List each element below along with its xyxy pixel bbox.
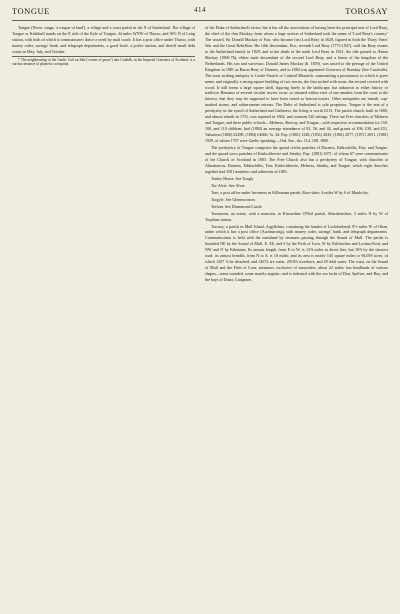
running-header — [12, 6, 388, 18]
paragraph: The presbytery of Tongue comprises the quoad civilia parishes of Durness, Eddrachillis, Farr, and Tongue, and the quoad sacra parishes of Kinlochbervie and Strathy. Pop. (1881) 6371, of whom 67 were communicants of the Church of Scotland in 1883. The Free Church also has a presbytery of Tongue, with churches at Altnaharrow, Durness, Eddrachillis, Farr, Kinlochbervie, Melness, Strathy, and Tongue, which eight churches together had 3581 members and adherents in 1883. — [205, 145, 388, 174]
entry: Tor-Alvie. See Alvie. — [211, 182, 246, 188]
entry: Torgyle. See Glenmoriston. — [211, 196, 256, 202]
page-number: 414 — [194, 6, 206, 14]
footnote: * The neighbouring of the Gaelic Cuil na Sith ('corner of peace') into Cuiledh, in the Imperial Gazetteer of Scotland, is a curious instance of phonetic corruption. — [12, 57, 195, 67]
entry: Torlum. See Drummond Castle. — [211, 203, 263, 209]
entry: Tore, a post office under Inverness in Killearnan parish, Ross-shire, 4 miles W by S of Munlochy. — [211, 189, 369, 195]
entry: Tonley House. See Tough. — [211, 175, 254, 181]
entry: Torosay, a parish in Mull Island, Argyllshire, containing the hamlet of Lochdonhead, 8½ miles W of Oban, under which it has a post office (Auchnacraig), with money order, savings' bank, and telegraph departments. Communication is held with the mainland by steamers passing through the Sound of Mull. The parish is bounded NE by the Sound of Mull, E, SE, and S by the Firth of Lorn, W by Kilfinichen and Lochna-Keal, and NW and N by Kilninian. Its utmost length, from E to W, is 12⅜ miles in direct line, but 18⅞ by the shortest road; its utmost breadth, from N to S, is 10 miles; and its area is nearly 145 square miles or 94,059 acres, of which 1207 ⅞ be detached, and 14672 are water, 2018⅞ foreshore, and 29 tidal water. The coast, on the Sound of Mull and the Firth of Lorn, measures, exclusive of sinuosities, about 22 miles; has headlands of various shapes—some rounded, some acutely angular; and is indented with the sea lochs of Don, Spelvie, and Buy, and the bays of Duart, Craignure, — [205, 223, 388, 283]
header-left-title: TONGUE — [12, 6, 50, 16]
left-column — [12, 25, 195, 605]
right-column — [205, 25, 388, 605]
paragraph: Tongue (Norse, tunga, 'a tongue of land'), a village and a coast parish in the N of Sutherland. The village of Tongue or Kirkibull stands on the E side of the Kyle of Tongue, 44 miles WNW of Thurso, and 38½ N of Lairg station, with both of which it communicates thrice a week by mail coach. It has a post office under Thurso, with money order, savings' bank, and telegraph departments, a good hotel, a police station, and sheriff small debt courts in May, July, and October. — [12, 25, 195, 54]
entry: Tornaveen, an estate, with a mansion, in Kincardine O'Neil parish, Aberdeenshire, 3 miles N by W of Torphins station. — [205, 210, 388, 222]
header-right-title: TOROSAY — [345, 6, 388, 16]
header-rule — [12, 20, 388, 21]
text-columns — [12, 25, 388, 605]
paragraph: of the Duke of Sutherland's factor, but it has all the associations of having been the principal seat of Lord Reay, the chief of the clan Mackay, from whom a large section of Sutherland took the name of 'Lord Reay's country.' The wizard, Sir Donald Mackay of Farr, who became first Lord Reay in 1628, figured in both the Thirty Years' War and the Great Rebellion. His fifth descendant, Eric, seventh Lord Reay (1773-1847), sold the Reay estates to the Sutherland family in 1829; and at the death of the tenth Lord Reay in 1921, the title passed to Æneas Mackay (1806-76), eldest male descendant of the second Lord Reay, and a baron of the kingdom of the Netherlands. His son and successor, Donald James Mackay (b. 1839), was raised to the peerage of the United Kingdom in 1881 as Baron Reay of Durness, and in 1884 was appointed Governor of Bombay (See Carolside). The most striking antiquity is Castle-Varrich or Caisteal Bharaich, surmounting a promontory to which it gives name, and originally a strong square building of two stories, the first arched with stone, the second covered with wood. It still forms a large square shell, figuring finely in the landscape, but unknown to either history or tradition. Remains of several circular towers occur, so situated within view of one another, from the coast to the interior, that they may be supposed to have been raised as beacon-towers. Other antiquities are tumuli, cup-marked stones, and subterranean retreats. The Duke of Sutherland is sole proprietor. Tongue is the seat of a presbytery in the synod of Sutherland and Caithness; the living is worth £213. The parish church, built in 1680, and almost rebuilt in 1731, was repaired in 1862, and contains 520 sittings. There are Free churches of Melness and Tongue; and three public schools—Melness, Skerray, and Tongue—with respective accommodation for 150, 100, and 110 children, had (1884) an average attendance of 92, 56, and 44, and grants of £96, £38, and £51. Valuation (1860) £2298, (1884) £4660, 5s. 3d. Pop. (1801) 1348, (1831) 2030, (1861) 2077, (1871) 2051, (1881) 1929, of whom 1707 were Gaelic-speaking.—Ord. Sur., shs. 114, 108, 1880. — [205, 25, 388, 144]
